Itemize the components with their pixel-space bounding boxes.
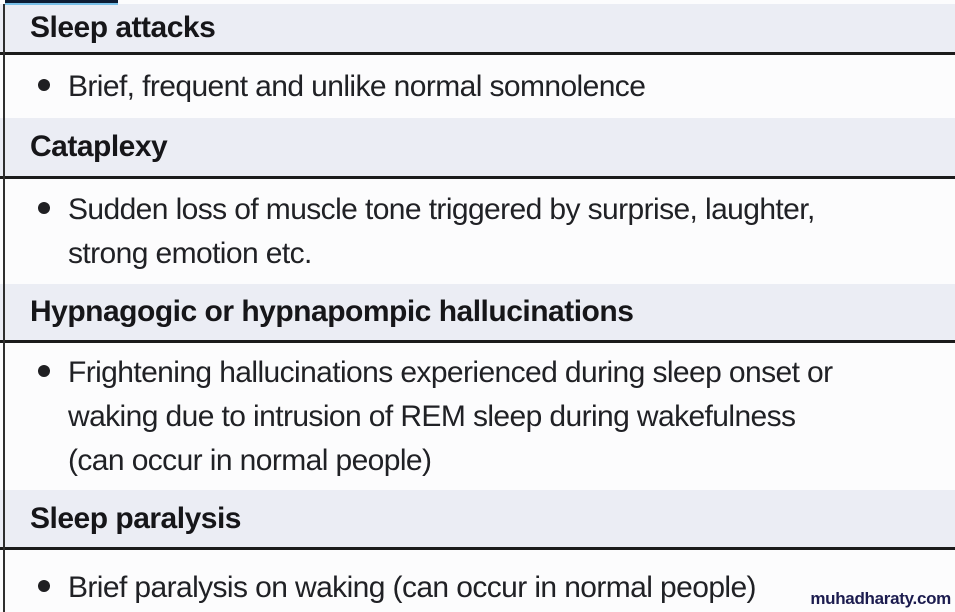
bullet-line <box>0 351 955 395</box>
bullet-text: Frightening hallucinations experienced during sleep onset or <box>68 355 833 389</box>
bullet-text: strong emotion etc. <box>68 236 312 270</box>
bullet-text: (can occur in normal people) <box>68 443 432 477</box>
bullet-icon <box>38 580 50 592</box>
section-header-hallucinations <box>0 284 955 340</box>
bullet-icon <box>38 202 50 214</box>
cropped-element-artifact <box>5 0 118 5</box>
bullet-text: Sudden loss of muscle tone triggered by surprise, laughter, <box>68 192 815 226</box>
watermark: muhadharaty.com <box>810 589 951 608</box>
bullet-line <box>0 188 955 232</box>
section-title: Sleep attacks <box>30 11 216 44</box>
section-body-cataplexy <box>0 179 955 284</box>
section-header-sleep-paralysis <box>0 490 955 547</box>
section-header-sleep-attacks <box>0 4 955 52</box>
bullet-line <box>0 65 955 109</box>
section-body-hallucinations <box>0 343 955 490</box>
bullet-text: Brief, frequent and unlike normal somnolence <box>68 69 646 103</box>
table-left-border <box>3 4 5 612</box>
bullet-icon <box>38 79 50 91</box>
section-title: Sleep paralysis <box>30 501 241 535</box>
narcolepsy-symptoms-table <box>0 4 955 612</box>
bullet-text: waking due to intrusion of REM sleep during wakefulness <box>68 399 796 433</box>
section-body-sleep-attacks <box>0 55 955 118</box>
bullet-icon <box>38 365 50 377</box>
bullet-line-continuation <box>0 439 955 483</box>
bullet-text: Brief paralysis on waking (can occur in normal people) <box>68 570 756 604</box>
section-title: Hypnagogic or hypnapompic hallucinations <box>30 295 634 328</box>
bullet-line-continuation <box>0 232 955 276</box>
section-header-cataplexy <box>0 118 955 176</box>
bullet-line-continuation <box>0 395 955 439</box>
section-title: Cataplexy <box>30 130 168 163</box>
